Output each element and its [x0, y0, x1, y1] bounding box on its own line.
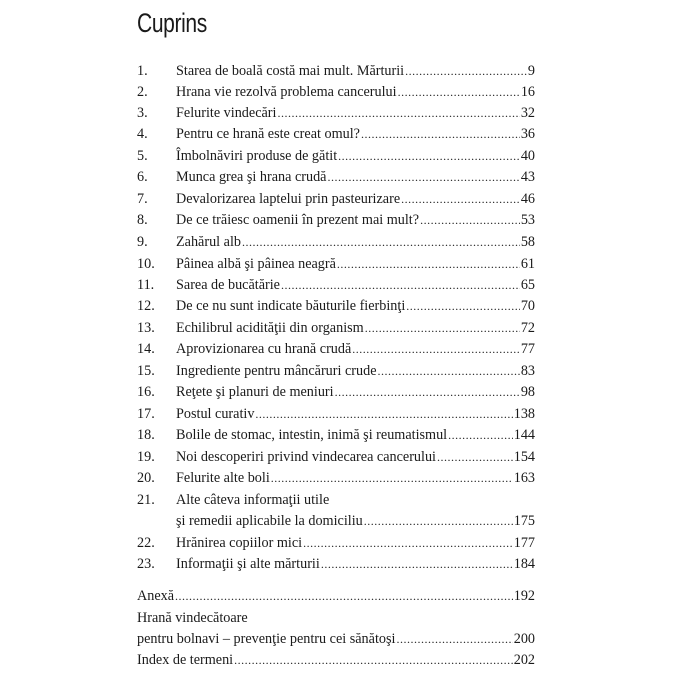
toc-entry: [137, 551, 535, 573]
entry-page: 163: [513, 470, 535, 486]
entry-title: Pentru ce hrană este creat omul?: [176, 126, 360, 142]
toc-entry: [137, 422, 535, 444]
entry-page: 138: [513, 406, 535, 422]
entry-title: Felurite alte boli: [176, 470, 270, 486]
entry-page: 83: [520, 363, 535, 379]
appendix-entry: [137, 647, 535, 669]
dot-leader: [448, 426, 513, 444]
toc-entry: [137, 293, 535, 315]
entry-title: Hrana vie rezolvă problema cancerului: [176, 84, 397, 100]
toc-entry: [137, 444, 535, 466]
entry-title: Alte câteva informaţii utile: [176, 492, 330, 508]
dot-leader: [396, 630, 512, 648]
entry-title: Zahărul alb: [176, 234, 241, 250]
entry-page: 16: [520, 84, 535, 100]
dot-leader: [398, 83, 520, 101]
dot-leader: [327, 168, 519, 186]
entry-number: 16.: [137, 384, 155, 400]
toc-entry: [137, 164, 535, 186]
dot-leader: [352, 340, 520, 358]
entry-page: 32: [520, 105, 535, 121]
toc-entry: [137, 121, 535, 143]
dot-leader: [335, 383, 520, 401]
entry-page: 192: [513, 588, 535, 604]
dot-leader: [337, 255, 520, 273]
entry-page: 177: [513, 535, 535, 551]
dot-leader: [242, 233, 520, 251]
entry-number: 20.: [137, 470, 155, 486]
entry-number: 15.: [137, 363, 155, 379]
dot-leader: [281, 276, 520, 294]
entry-number: 6.: [137, 169, 148, 185]
entry-page: 77: [520, 341, 535, 357]
entry-title: Anexă: [137, 588, 175, 604]
entry-number: 5.: [137, 148, 148, 164]
entry-title: Postul curativ: [176, 406, 255, 422]
entry-number: 7.: [137, 191, 148, 207]
entry-page: 61: [520, 256, 535, 272]
entry-page: 144: [513, 427, 535, 443]
entry-title: Felurite vindecări: [176, 105, 277, 121]
entry-number: 11.: [137, 277, 155, 293]
dot-leader: [338, 147, 520, 165]
entry-title: Echilibrul acidităţii din organism: [176, 320, 364, 336]
entry-title: Ingrediente pentru mâncăruri crude: [176, 363, 377, 379]
toc-entry: [137, 229, 535, 251]
entry-page: 98: [520, 384, 535, 400]
entry-title: Informaţii şi alte mărturii: [176, 556, 320, 572]
entry-title: De ce trăiesc oamenii în prezent mai mult?: [176, 212, 420, 228]
entry-page: 200: [513, 631, 535, 647]
entry-page: 202: [513, 652, 535, 668]
dot-leader: [321, 555, 513, 573]
toc-entry: [137, 100, 535, 122]
entry-number: 21.: [137, 492, 155, 508]
appendix-entry-continuation: [137, 626, 535, 648]
entry-number: 23.: [137, 556, 155, 572]
entry-page: 53: [520, 212, 535, 228]
appendix-entry: [137, 605, 535, 627]
entry-number: 19.: [137, 449, 155, 465]
entry-title-line2: pentru bolnavi – prevenţie pentru cei sănătoşi: [137, 631, 396, 647]
toc-entry: [137, 315, 535, 337]
toc-entry: [137, 251, 535, 273]
entry-page: 70: [520, 298, 535, 314]
entry-title: Hrănirea copiilor mici: [176, 535, 303, 551]
entry-number: 18.: [137, 427, 155, 443]
entry-title: Index de termeni: [137, 652, 234, 668]
entry-number: 2.: [137, 84, 148, 100]
entry-page: 175: [513, 513, 535, 529]
dot-leader: [401, 190, 520, 208]
entry-number: 1.: [137, 63, 148, 79]
entry-page: 154: [513, 449, 535, 465]
entry-page: 40: [520, 148, 535, 164]
toc-entry-continuation: [137, 508, 535, 530]
entry-title: Munca grea şi hrana crudă: [176, 169, 327, 185]
toc-entry: [137, 272, 535, 294]
entry-page: 65: [520, 277, 535, 293]
dot-leader: [405, 62, 527, 80]
toc-entry: [137, 58, 535, 80]
toc-entry: [137, 487, 535, 509]
page-title: Cuprins: [137, 8, 207, 38]
entry-number: 3.: [137, 105, 148, 121]
entry-number: 12.: [137, 298, 155, 314]
entry-number: 22.: [137, 535, 155, 551]
toc-entry: [137, 207, 535, 229]
dot-leader: [175, 587, 513, 605]
toc-entry: [137, 465, 535, 487]
entry-number: 9.: [137, 234, 148, 250]
dot-leader: [234, 651, 513, 669]
dot-leader: [406, 297, 520, 315]
dot-leader: [437, 448, 513, 466]
appendix-entry: [137, 583, 535, 605]
entry-title: Pâinea albă şi pâinea neagră: [176, 256, 336, 272]
entry-page: 184: [513, 556, 535, 572]
dot-leader: [271, 469, 513, 487]
entry-page: 36: [520, 126, 535, 142]
toc-entry: [137, 79, 535, 101]
toc-entry: [137, 186, 535, 208]
entry-title: Hrană vindecătoare: [137, 610, 248, 626]
entry-page: 46: [520, 191, 535, 207]
entry-title: Starea de boală costă mai mult. Mărturii: [176, 63, 405, 79]
entry-number: 17.: [137, 406, 155, 422]
dot-leader: [378, 362, 520, 380]
toc-entry: [137, 358, 535, 380]
toc-entry: [137, 379, 535, 401]
entry-title: Bolile de stomac, intestin, inimă şi reumatismul: [176, 427, 448, 443]
entry-number: 10.: [137, 256, 155, 272]
entry-page: 43: [520, 169, 535, 185]
dot-leader: [303, 534, 513, 552]
entry-title: Aprovizionarea cu hrană crudă: [176, 341, 352, 357]
toc-entry: [137, 530, 535, 552]
dot-leader: [255, 405, 512, 423]
entry-page: 9: [527, 63, 535, 79]
toc-entry: [137, 143, 535, 165]
entry-number: 13.: [137, 320, 155, 336]
entry-number: 8.: [137, 212, 148, 228]
entry-title: Sarea de bucătărie: [176, 277, 280, 293]
dot-leader: [365, 319, 520, 337]
dot-leader: [420, 211, 520, 229]
entry-title: Noi descoperiri privind vindecarea cancerului: [176, 449, 436, 465]
toc-entry: [137, 401, 535, 423]
dot-leader: [364, 512, 513, 530]
entry-title: Îmbolnăviri produse de gătit: [176, 148, 338, 164]
entry-page: 58: [520, 234, 535, 250]
entry-title-line2: şi remedii aplicabile la domiciliu: [176, 513, 363, 529]
entry-title: De ce nu sunt indicate băuturile fierbinţi: [176, 298, 406, 314]
entry-number: 4.: [137, 126, 148, 142]
entry-page: 72: [520, 320, 535, 336]
entry-number: 14.: [137, 341, 155, 357]
entry-title: Reţete şi planuri de meniuri: [176, 384, 334, 400]
toc-entry: [137, 336, 535, 358]
entry-title: Devalorizarea laptelui prin pasteurizare: [176, 191, 401, 207]
dot-leader: [277, 104, 519, 122]
dot-leader: [361, 125, 520, 143]
